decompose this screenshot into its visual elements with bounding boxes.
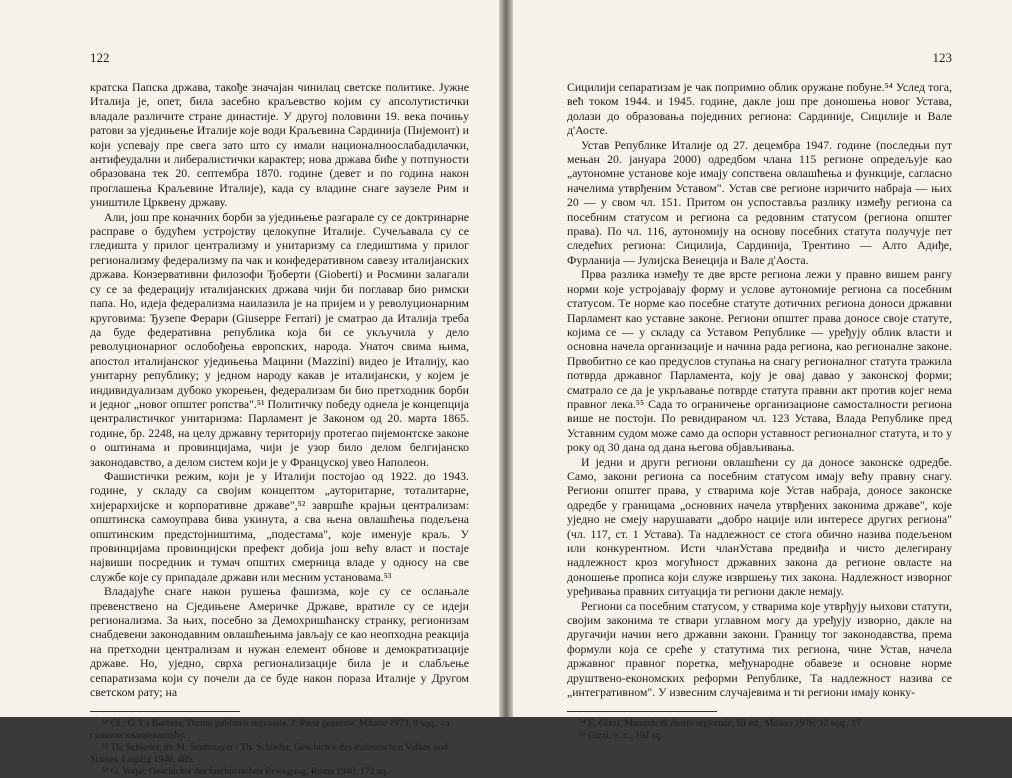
right-footnotes — [567, 718, 952, 742]
right-page — [512, 0, 1012, 742]
paragraph: Сицилији сепаратизам је чак попримио облик оружане побуне.⁵⁴ Услед тога, већ током 1944. и 1945. године, дакле још пре доношења новог Устава, долази до образовања појединих региона: Сардиније, Сицилије и Вале д'Аосте. — [567, 80, 952, 138]
book-gutter — [500, 0, 512, 717]
footnote: ⁵³ G. Volpe, Geschichte der faschistischen Bewegung, Roma 1940, 172 sq. — [102, 766, 388, 778]
footnote-divider — [567, 711, 717, 712]
left-footnotes — [90, 718, 469, 778]
paragraph: Прва разлика између те две врсте региона лежи у правно вишем рангу норми које устројавају форму и услове аутономије региона са посебним статусом. Те норме као посебне статуте дотичних региона доноси државни Парламент као уставне законе. Региони општег права доносе своје статуте, којима се — у складу са Уставом Републике — уређују облик власти и основна начела организације и начина рада региона, као регионалне законе. Првобитно се као предуслов ступања на снагу регионалног статута тражила потврда државног Парламента, коју је овај давао у законској форми; сматрало се да је укрљавање потврде статута правни акт против којег нема правног лека.⁵⁵ Сада то ограничење организационе самосталности региона више не постоји. По ревидираном чл. 123 Устава, Влада Републике пред Уставним судом може само да оспори уставност регионалног статута, и то у року од 30 дана од дана његова објављивања. — [567, 267, 952, 455]
right-page-body — [567, 80, 952, 699]
page-number-right: 123 — [932, 50, 952, 65]
paragraph: И једни и други региони овлашћени су да доносе законске одредбе. Само, закони региона са посебним статусом имају већу правну снагу. Региони општег права, у стварима које Устав набраја, доносе законске одредбе у границама „основних начела утврђених законима државе", које уједно не смеју нарушавати „добро нације или интересе других региона" (чл. 117, ст. 1 Устава). Та надлежност се стога обично назива подељеном или конкурентном. Исти чланУстава предвиђа и чисто делегирану надлежност кроз могућност државних закона да регионе овласте на доношење прописа који служе извршењу тих закона. Надлежност изворног уређивања правних ситуација ти региони дакле немају. — [567, 454, 952, 599]
footnote: ⁵⁵ Gizzi, o. c., 192 sq. — [579, 730, 663, 742]
paragraph: Фашистички режим, који је у Италији постојао од 1922. до 1943. године, у складу са својим концептом „ауторитарне, тоталитарне, хијерархијске и корпоративне државе",⁵² завршће крајњи централизам: општинска самоуправа бива укинута, а сва њена овлашћења подељена општинским предстојништима, „подестама", које именује краљ. У провинцијама провинцијски префект добија још већу власт и постаје највиши посредник и тумач општих смерница владе у односу на све службе које су припадале држави или месним установама.⁵³ — [90, 468, 469, 584]
footnote: ⁵⁴ E. Gizzi, Manuale di diritto regionale, III ed., Milano 1976, 12 sqq., 17 — [579, 718, 861, 730]
footnote: ⁵² Th. Schieder, in: M. Seidlmayer / Th. Schieder, Geschichte des italienischen Volkes und Staates, Leipzig 1940, 489. — [90, 742, 448, 766]
paragraph: кратска Папска држава, такође значајан чинилац светске политике. Јужне Италија је, опет, била засебно краљевство којим су апсолутистички владале различите стране династије. У другој половини 19. века почињу ратови за уједињење Италије које води Краљевина Сардинија (Пијемонт) и који успевају пре свега зато што су имали националноослабадилачки, антифеудални и либералистички карактер; нова држава биће у потпуности образована тек 20. септембра 1870. године (девет и по година након проглашења Краљевине Италије), када су владине снаге заузеле Рим и уништиле Црквену државу. — [90, 80, 469, 210]
footnote-divider — [90, 711, 240, 712]
left-page — [0, 0, 500, 778]
paragraph: Региони са посебним статусом, у стварима које утврђују њихови статути, својим законима те ствари углавном могу да уређују изворно, дакле на другачији начин него државни закони. Границу тог законодавства, према формули која се среће у статутима тих региона, чине Устав, начела државног правног поретка, међународне обавезе и основне норме друштвено-економских реформи Републике, Та надлежност назива се „интегративном". У извесним случајевима и ти региони имају конку- — [567, 598, 952, 700]
left-page-body — [90, 80, 469, 699]
paragraph: Владајуће снаге након рушења фашизма, које су се ослањале превенствено на Сједињене Америчке Државе, вратиле су се идеји регионализма. За њих, посебно за Демохришћанску странку, регионизам снабдевени законодавним овлашћењима јављају се као неопходна реакција на претходни централизам и нужан елемент обнове и демократизације државе. Но, уједно, сврха регионализације била је и слабљење сепаратизама који су почели да се буде након пораза Италије у Другом светском рату; на — [90, 584, 469, 700]
page-number-left: 122 — [90, 50, 110, 65]
paragraph: Али, још пре коначних борби за уједињење разгарале су се доктринарне расправе о будућем устројству целокупне Италије. Сучељавала су се гледишта у прилог централизму и унитаризму са гледиштима у прилог регионализму федерализму па чак и конфедеративном савезу италијанских држава. Конзервативни филозофи Ђоберти (Gioberti) и Росмини залагали су се за федерацију италијанских држава чији би поглавар био римски папа. Но, идеја федерализма наилазила је на пријем и у револуционарним круговима: Ђузепе Ферари (Giuseppe Ferrari) је сматрао да Италија треба да буде федеративна република која би се укључила у дело револуционарног ослобођења европских, народа. Унаточ свима њима, апостол италијанског уједињења Мацини (Mazzini) видео је Италију, као унитарну републику; у једном народу какав је италијански, у којем је индивидуализам дубоко укорењен, федерализам би био претходник борби и једног „новог општег ропства".⁵¹ Политичку победу однела је концепција централистичког унитаризма: Парламент је Законом од 20. марта 1865. године, бр. 2248, на целу државну територију протегао пијемонтске законе о оштинама и провинцијама, чији је узор било делом белгијанско законодавство, а делом систем који је у Француској увео Наполеон. — [90, 209, 469, 469]
paragraph: Устав Републике Италије од 27. децембра 1947. године (последњи пут мењан 20. јануара 2000) одредбом члана 115 регионе опредељује као „аутономне установе које имају сопствена овлашћења и функције, сагласно начелима утврђеним Уставом". Устав све регионе изричито набраја — њих 20 — у свом чл. 151. Притом он успоставља разлику између региона са посебним статусом и региона са редовним статусом (региона општег права). По чл. 116, аутономију на основу посебних статута получује пет следећих региона: Сицилија, Сардинија, Трентино — Алто Адиђе, Фурланија — Јулијска Венеција и Вале д'Аоста. — [567, 137, 952, 267]
footnote: ⁵¹ Cf.: G. La Barbera, Diritto pubblico regionale, I: Parte generale, Milano 1973, 9 sqq., са главном књижевношћу. — [90, 718, 450, 742]
